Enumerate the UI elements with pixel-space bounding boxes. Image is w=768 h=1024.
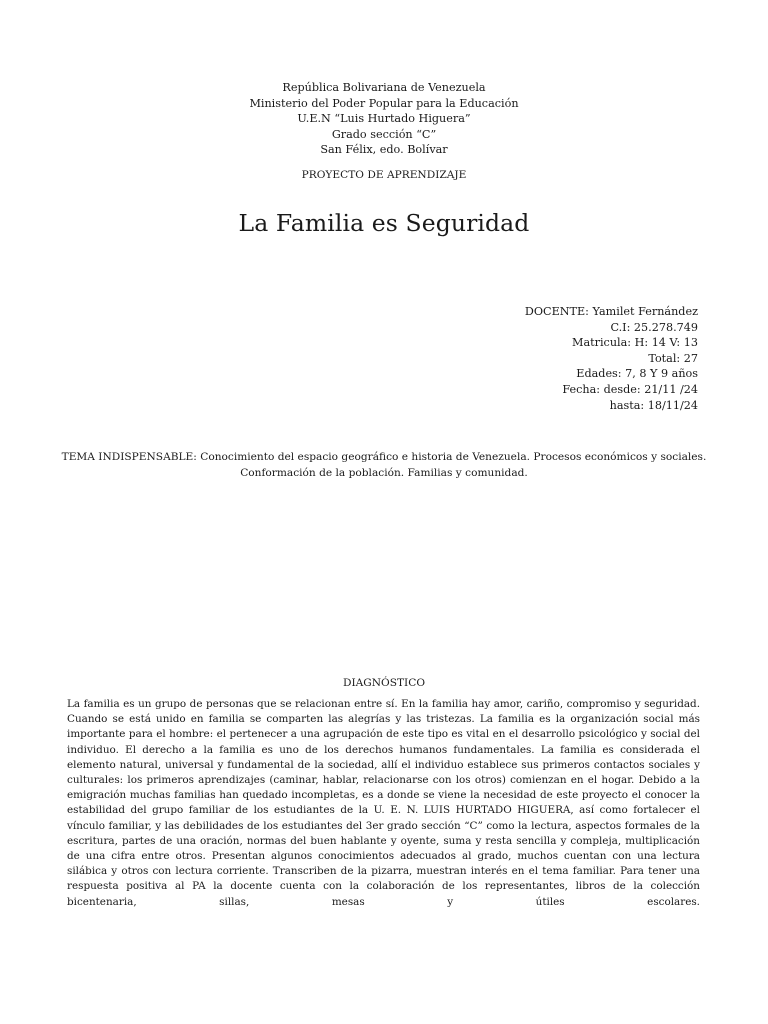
header-line-school: U.E.N “Luis Hurtado Higuera” — [297, 112, 471, 126]
diagnostico-heading: DIAGNÓSTICO — [342, 677, 426, 689]
project-label: PROYECTO DE APRENDIZAJE — [301, 169, 467, 181]
tema-indispensable: TEMA INDISPENSABLE: Conocimiento del espacio geográfico e historia de Venezuela. Procesos económicos y sociales. Conformación de la población. Familias y comunidad. — [61, 451, 707, 479]
student-ages: Edades: 7, 8 Y 9 años — [576, 367, 698, 381]
institution-header — [0, 80, 768, 158]
date-from: Fecha: desde: 21/11 /24 — [562, 382, 698, 396]
date-to: hasta: 18/11/24 — [609, 398, 698, 412]
header-line-country: República Bolivariana de Venezuela — [282, 81, 486, 94]
teacher-info — [525, 304, 698, 413]
header-line-location: San Félix, edo. Bolívar — [320, 143, 448, 157]
diagnostico-paragraph: La familia es un grupo de personas que se relacionan entre sí. En la familia hay amor, cariño, compromiso y seguridad. Cuando se está unido en familia se comparten las alegrías y las tristezas. La familia es la organización social más importante para el hombre: el pertenecer a una agrupación de este tipo es vital en el desarrollo psicológico y social del individuo. El derecho a la familia es uno de los derechos humanos fundamentales. La familia es considerada el elemento natural, universal y fundamental de la sociedad, allí el individuo establece sus primeros contactos sociales y culturales: los primeros aprendizajes (caminar, hablar, relacionarse con los otros) comienzan en el hogar. Debido a la emigración muchas familias han quedado incompletas, es a donde se viene la necesidad de este proyecto el conocer la estabilidad del grupo familiar de los estudiantes de la U. E. N. LUIS HURTADO HIGUERA, así como fortalecer el vínculo familiar, y las debilidades de los estudiantes del 3er grado sección “C” como la lectura, aspectos formales de la escritura, partes de una oración, normas del buen hablante y oyente, suma y resta sencilla y compleja, multiplicación de una cifra entre otros. Presentan algunos conocimientos adecuados al grado, muchos cuentan con una lectura silábica y otros con lectura corriente. Transcriben de la pizarra, muestran interés en el tema familiar. Para tener una respuesta positiva al PA la docente cuenta con la colaboración de los representantes, libros de la colección bicentenaria, sillas, mesas y útiles escolares. — [67, 698, 700, 908]
teacher-id: C.I: 25.278.749 — [610, 320, 698, 334]
header-line-ministry: Ministerio del Poder Popular para la Educación — [249, 96, 519, 110]
teacher-name: DOCENTE: Yamilet Fernández — [524, 305, 698, 318]
header-line-grade: Grado sección “C” — [331, 127, 437, 141]
enrollment: Matricula: H: 14 V: 13 — [572, 336, 698, 350]
enrollment-total: Total: 27 — [648, 351, 698, 365]
page-title: La Familia es Seguridad — [238, 209, 530, 237]
